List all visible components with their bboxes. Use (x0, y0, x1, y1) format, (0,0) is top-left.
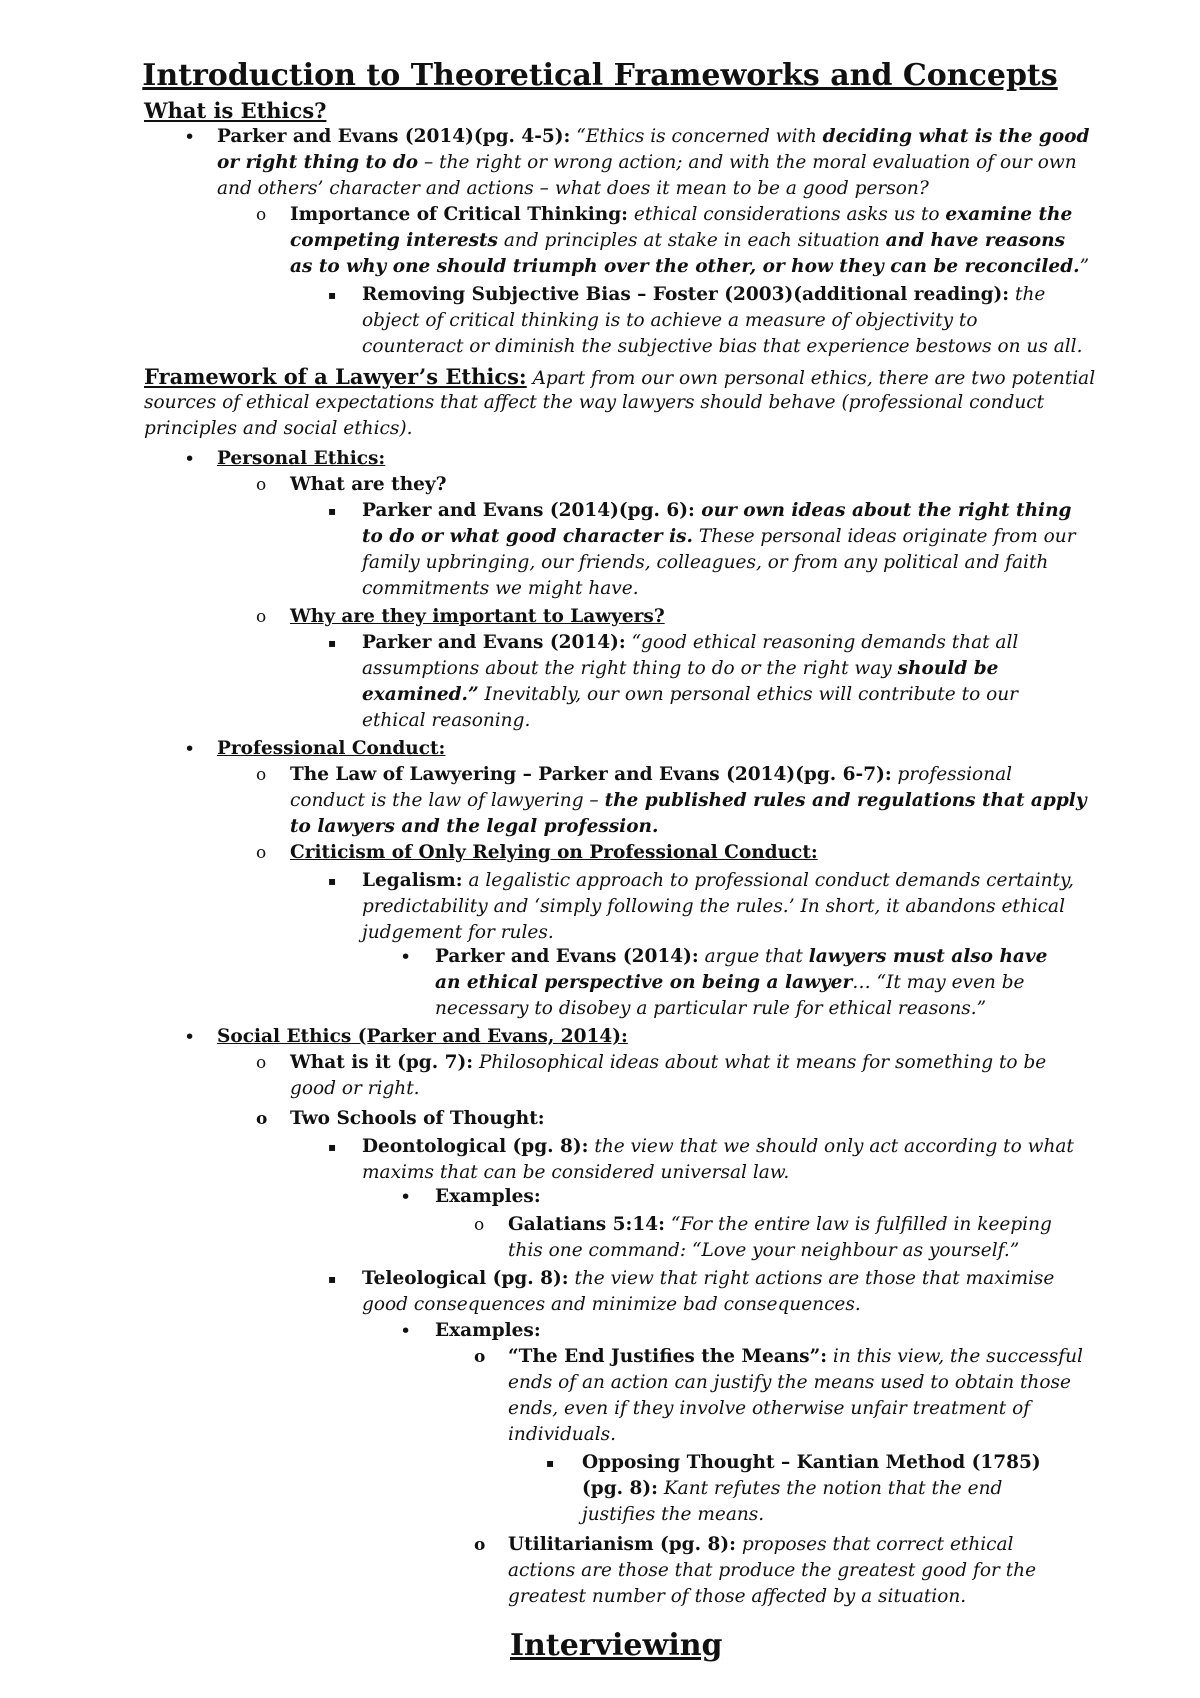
body-text: a legalistic approach to professional conduct demands certainty, (462, 870, 1074, 891)
subheading-text: “The End Justifies the Means”: (508, 1346, 828, 1367)
emphasis-text: deciding what is the good (822, 126, 1090, 147)
square-marker: ▪ (328, 636, 337, 650)
text-line (217, 124, 1089, 150)
body-text: the view that right actions are those that maximise (568, 1268, 1055, 1289)
quote-text: “good ethical reasoning demands that all (625, 632, 1019, 653)
text-line: necessary to disobey a particular rule for ethical reasons.” (435, 998, 987, 1019)
text-line: good or right. (290, 1078, 420, 1099)
text-line: this one command: “Love your neighbour as yourself.” (508, 1240, 1020, 1261)
square-marker: ▪ (328, 1272, 337, 1286)
text-line (144, 364, 1095, 390)
text-line (435, 944, 1047, 970)
heading-professional-conduct: Professional Conduct: (217, 738, 446, 759)
citation: (pg. 8): (582, 1478, 658, 1499)
body-text: ” (1079, 256, 1090, 277)
text-line: principles and social ethics). (144, 418, 413, 439)
circle-marker: o (256, 1109, 268, 1129)
text-line: individuals. (508, 1424, 617, 1445)
text-line (290, 788, 1087, 814)
text-line (362, 682, 1018, 708)
text-line: justifies the means. (582, 1504, 765, 1525)
text-line (362, 1266, 1054, 1292)
text-line (362, 524, 1076, 550)
square-marker: ▪ (328, 504, 337, 518)
emphasis-text: the published rules and regulations that apply (604, 790, 1087, 811)
subheading-two-schools: Two Schools of Thought: (290, 1108, 545, 1129)
bullet-marker: • (184, 448, 196, 470)
text-line (290, 254, 1089, 280)
square-marker: ▪ (328, 874, 337, 888)
emphasis-text: or right thing to do (217, 152, 419, 173)
body-text: These personal ideas originate from our (693, 526, 1076, 547)
body-text: Kant refutes the notion that the end (657, 1478, 1003, 1499)
citation: Parker and Evans (2014): (435, 946, 699, 967)
circle-marker: o (256, 475, 267, 495)
subheading-text: Legalism: (362, 870, 463, 891)
quote-text: – the right or wrong action; and with the moral evaluation of our own (418, 152, 1077, 173)
heading-personal-ethics: Personal Ethics: (217, 448, 386, 469)
body-text: Apart from our own personal ethics, there are two potential (526, 368, 1096, 389)
text-line: judgement for rules. (362, 922, 554, 943)
quote-text: assumptions about the right thing to do or the right way (362, 658, 898, 679)
body-text: conduct is the law of lawyering – (290, 790, 605, 811)
emphasis-text: to do or what good character is. (362, 526, 693, 547)
text-line: ends, even if they involve otherwise unfair treatment of (508, 1398, 1031, 1419)
square-marker: ▪ (328, 288, 337, 302)
subheading-text: Removing Subjective Bias – Foster (2003)(additional reading): (362, 284, 1010, 305)
citation: Parker and Evans (2014): (362, 632, 626, 653)
text-line: family upbringing, our friends, colleagues, or from any political and faith (362, 552, 1049, 573)
circle-marker: o (256, 607, 267, 627)
citation: Galatians 5:14: (508, 1214, 665, 1235)
text-line (362, 282, 1045, 308)
body-text: the view that we should only act according to what (588, 1136, 1074, 1157)
text-line (290, 228, 1065, 254)
text-line: commitments we might have. (362, 578, 639, 599)
emphasis-text: and have reasons (885, 230, 1066, 251)
text-line: good consequences and minimize bad consequences. (362, 1294, 861, 1315)
emphasis-text: as to why one should triumph over the other, or how they can be reconciled. (290, 256, 1080, 277)
citation: Parker and Evans (2014)(pg. 4-5): (217, 126, 571, 147)
subheading-text: What is it (pg. 7): (290, 1052, 474, 1073)
text-line: sources of ethical expectations that affect the way lawyers should behave (professional conduct (144, 392, 1045, 413)
circle-marker: o (474, 1535, 486, 1555)
text-line: to lawyers and the legal profession. (290, 816, 659, 837)
body-text: Inevitably, our own personal ethics will contribute to our (478, 684, 1018, 705)
bullet-marker: • (400, 946, 412, 968)
body-text: ethical considerations asks us to (628, 204, 946, 225)
citation: Parker and Evans (2014)(pg. 6): (362, 500, 695, 521)
body-text: the (1009, 284, 1046, 305)
text-line (508, 1344, 1083, 1370)
page-title: Introduction to Theoretical Frameworks and Concepts (142, 58, 1058, 93)
emphasis-text: our own ideas about the right thing (694, 500, 1072, 521)
section-heading-framework: Framework of a Lawyer’s Ethics: (144, 364, 527, 389)
quote-text: … “It may even be (852, 972, 1025, 993)
body-text: proposes that correct ethical (735, 1534, 1014, 1555)
subheading-what-are-they: What are they? (290, 474, 447, 495)
subheading-why-important: Why are they important to Lawyers? (290, 606, 665, 627)
section-heading-what-is-ethics: What is Ethics? (144, 98, 327, 123)
body-text: and principles at stake in each situation (497, 230, 886, 251)
text-line: actions are those that produce the greatest good for the (508, 1560, 1037, 1581)
text-line: maxims that can be considered universal law. (362, 1162, 790, 1183)
bullet-marker: • (184, 126, 196, 148)
text-line (290, 202, 1072, 228)
text-line (582, 1476, 1002, 1502)
subheading-criticism: Criticism of Only Relying on Professional Conduct: (290, 842, 818, 863)
body-text: professional (891, 764, 1013, 785)
text-line (362, 1134, 1074, 1160)
bullet-marker: • (184, 738, 196, 760)
text-line: and others’ character and actions – what does it mean to be a good person? (217, 178, 929, 199)
emphasis-text: examine the (945, 204, 1073, 225)
text-line (435, 970, 1025, 996)
emphasis-text: lawyers must also have (808, 946, 1048, 967)
text-line: counteract or diminish the subjective bias that experience bestows on us all. (362, 336, 1083, 357)
text-line (290, 762, 1012, 788)
body-text: Philosophical ideas about what it means for something to be (473, 1052, 1047, 1073)
emphasis-text: examined.” (362, 684, 479, 705)
subheading-text: Deontological (pg. 8): (362, 1136, 589, 1157)
subheading-text: Teleological (pg. 8): (362, 1268, 569, 1289)
emphasis-text: an ethical perspective on being a lawyer (435, 972, 853, 993)
section-heading-interviewing: Interviewing (510, 1628, 723, 1663)
body-text: argue that (698, 946, 809, 967)
text-line (217, 150, 1077, 176)
heading-social-ethics: Social Ethics (Parker and Evans, 2014): (217, 1026, 628, 1047)
circle-marker: o (256, 205, 267, 225)
circle-marker: o (256, 843, 267, 863)
text-line: Opposing Thought – Kantian Method (1785) (582, 1452, 1041, 1473)
subheading-examples: Examples: (435, 1186, 541, 1207)
circle-marker: o (474, 1215, 485, 1235)
bullet-marker: • (400, 1320, 412, 1342)
quote-text: “For the entire law is fulfilled in keeping (664, 1214, 1052, 1235)
circle-marker: o (256, 765, 267, 785)
text-line: ethical reasoning. (362, 710, 531, 731)
text-line (508, 1212, 1052, 1238)
text-line (362, 868, 1074, 894)
text-line (362, 498, 1071, 524)
emphasis-text: competing interests (290, 230, 498, 251)
emphasis-text: should be (897, 658, 999, 679)
text-line (362, 656, 998, 682)
square-marker: ▪ (328, 1140, 337, 1154)
text-line: ends of an action can justify the means used to obtain those (508, 1372, 1071, 1393)
text-line (290, 1050, 1046, 1076)
subheading-examples: Examples: (435, 1320, 541, 1341)
bullet-marker: • (184, 1026, 196, 1048)
circle-marker: o (256, 1053, 267, 1073)
text-line (508, 1532, 1013, 1558)
body-text: in this view, the successful (827, 1346, 1083, 1367)
subheading-text: Importance of Critical Thinking: (290, 204, 628, 225)
text-line: predictability and ‘simply following the rules.’ In short, it abandons ethical (362, 896, 1065, 917)
text-line: object of critical thinking is to achieve a measure of objectivity to (362, 310, 978, 331)
quote-text: “Ethics is concerned with (570, 126, 823, 147)
text-line (362, 630, 1018, 656)
bullet-marker: • (400, 1186, 412, 1208)
subheading-text: The Law of Lawyering – Parker and Evans (2014)(pg. 6-7): (290, 764, 892, 785)
subheading-text: Utilitarianism (pg. 8): (508, 1534, 736, 1555)
square-marker: ▪ (546, 1456, 555, 1470)
circle-marker: o (474, 1347, 486, 1367)
text-line: greatest number of those affected by a situation. (508, 1586, 967, 1607)
